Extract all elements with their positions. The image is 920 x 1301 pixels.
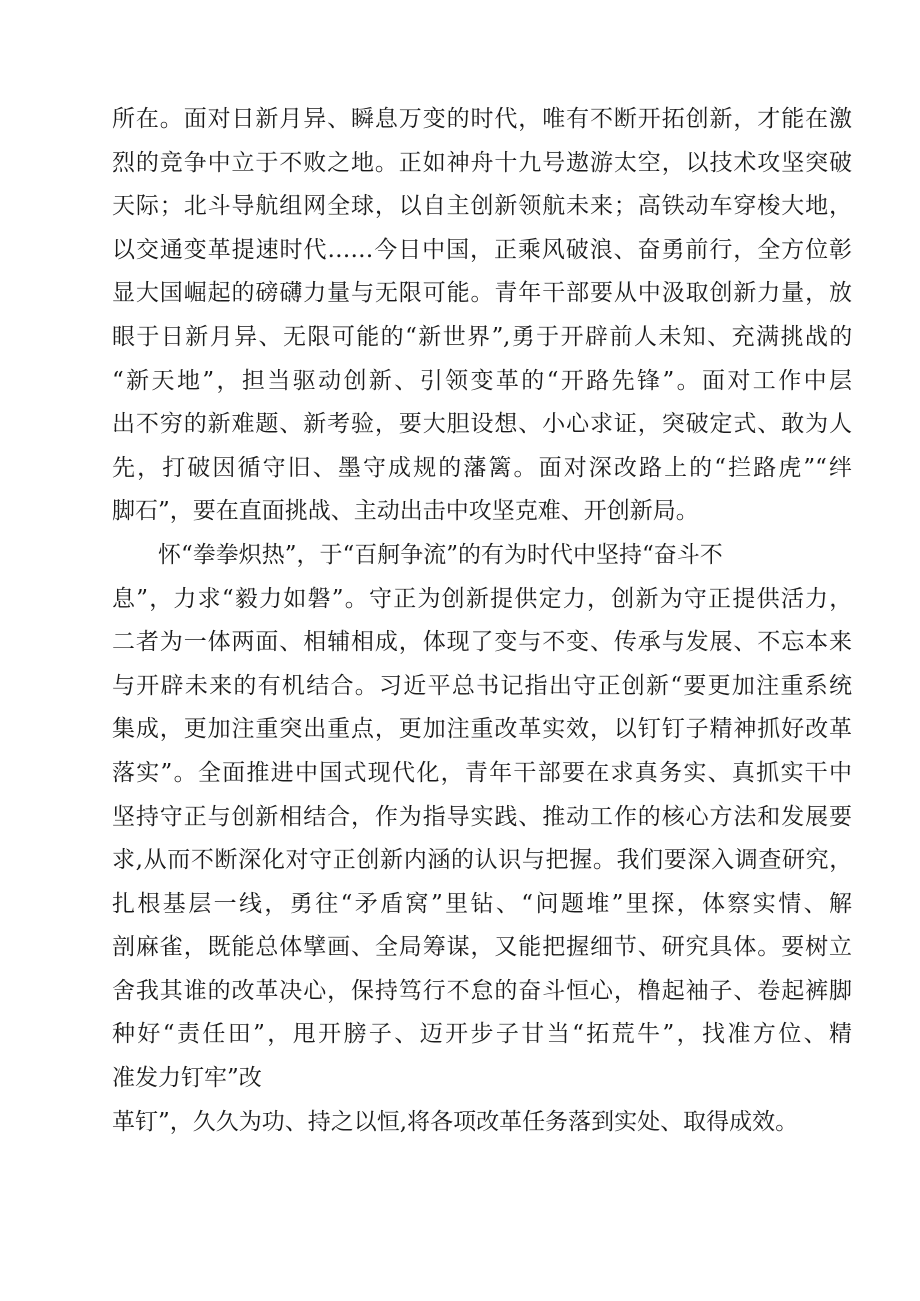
- text-line: 坚持守正与创新相结合，作为指导实践、推动工作的核心方法和发展要: [112, 803, 852, 830]
- text-line: 落实”。全面推进中国式现代化，青年干部要在求真务实、真抓实干中: [112, 759, 852, 786]
- text-line: 显大国崛起的磅礴力量与无限可能。青年干部要从中汲取创新力量，放: [112, 280, 852, 307]
- text-line: 天际；北斗导航组网全球，以自主创新领航未来；高铁动车穿梭大地，: [112, 193, 852, 220]
- text-line: 出不穷的新难题、新考验，要大胆设想、小心求证，突破定式、敢为人: [112, 411, 852, 438]
- text-line: 以交通变革提速时代……今日中国，正乘风破浪、奋勇前行，全方位彰: [112, 236, 852, 263]
- text-line: 所在。面对日新月异、瞬息万变的时代，唯有不断开拓创新，才能在激: [112, 106, 852, 132]
- text-line: 眼于日新月异、无限可能的“新世界”,勇于开辟前人未知、充满挑战的: [112, 323, 852, 350]
- text-line: 革钉”，久久为功、持之以恒,将各项改革任务落到实处、取得成效。: [112, 1108, 799, 1135]
- text-line: 二者为一体两面、相辅相成，体现了变与不变、传承与发展、不忘本来: [112, 629, 852, 656]
- text-line: 与开辟未来的有机结合。习近平总书记指出守正创新“要更加注重系统: [112, 672, 852, 699]
- text-line: 脚石”，要在直面挑战、主动出击中攻坚克难、开创新局。: [112, 498, 699, 525]
- text-line: 息”，力求“毅力如磐”。守正为创新提供定力，创新为守正提供活力，: [112, 585, 852, 612]
- text-line: 求,从而不断深化对守正创新内涵的认识与把握。我们要深入调查研究，: [112, 847, 852, 874]
- text-line: 准发力钉牢”改: [112, 1065, 262, 1092]
- text-line: 舍我其谁的改革决心，保持笃行不怠的奋斗恒心，橹起袖子、卷起裤脚: [112, 977, 852, 1004]
- paragraph-1: [112, 98, 852, 534]
- text-line: “新天地”，担当驱动创新、引领变革的“开路先锋”。面对工作中层: [112, 367, 852, 394]
- document-body: [112, 98, 852, 1144]
- paragraph-2: [112, 534, 852, 1144]
- text-line: 怀“拳拳炽热”，于“百舸争流”的有为时代中坚持“奋斗不: [158, 541, 723, 568]
- text-line: 扎根基层一线，勇往“矛盾窝”里钻、“问题堆”里探，体察实情、解: [112, 890, 852, 917]
- text-line: 集成，更加注重突出重点，更加注重改革实效，以钉钉子精神抓好改革: [112, 716, 852, 743]
- text-line: 剖麻雀，既能总体擘画、全局筹谋，又能把握细节、研究具体。要树立: [112, 934, 852, 961]
- text-line: 种好“责任田”，甩开膀子、迈开步子甘当“拓荒牛”，找准方位、精: [112, 1021, 852, 1048]
- text-line: 烈的竞争中立于不败之地。正如神舟十九号遨游太空，以技术攻坚突破: [112, 149, 852, 176]
- text-line: 先，打破因循守旧、墨守成规的藩篱。面对深改路上的“拦路虎”“绊: [112, 454, 852, 481]
